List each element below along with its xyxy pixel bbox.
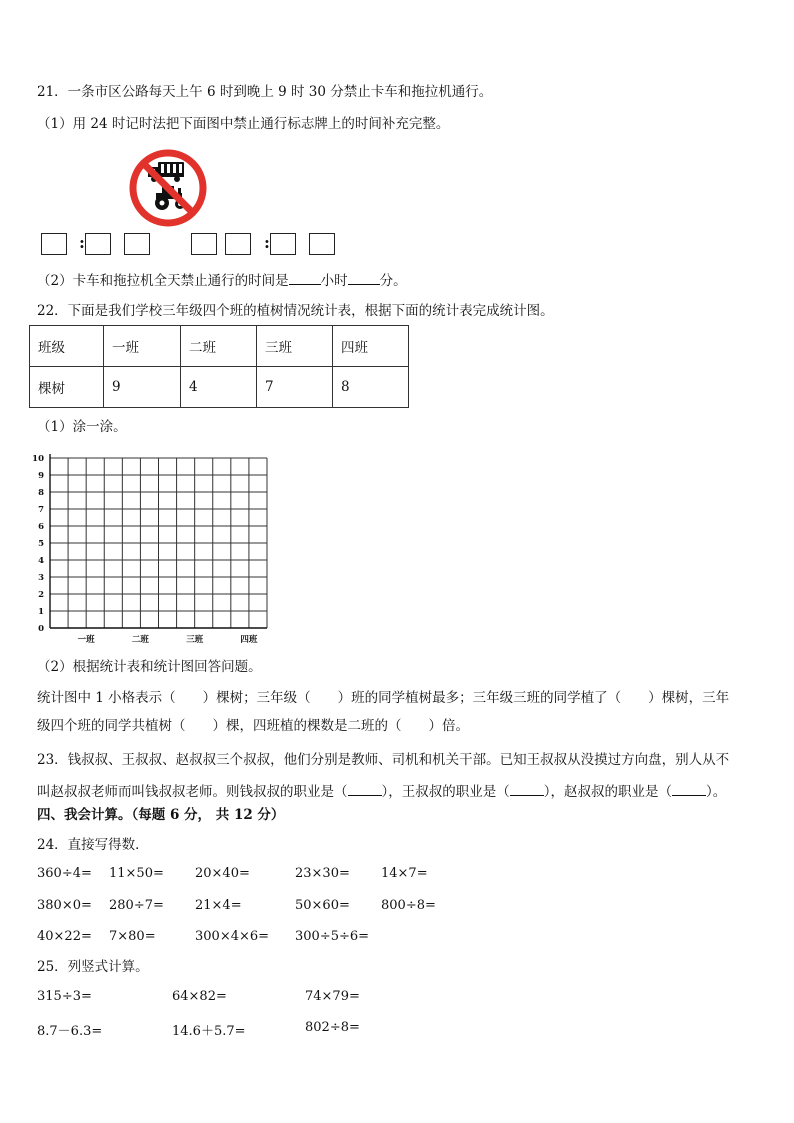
planting-stats-table	[29, 325, 409, 408]
hour-box-1[interactable]	[41, 233, 67, 255]
calc-problem: 23×30=	[295, 866, 350, 881]
table-cell: 棵树	[30, 367, 104, 408]
table-cell: 二班	[181, 326, 257, 367]
calc-problem: 14×7=	[381, 866, 428, 881]
vertical-calc-problem: 802÷8=	[305, 1020, 360, 1035]
table-cell: 一班	[104, 326, 181, 367]
calc-problem: 40×22=	[37, 929, 92, 944]
minute-box-4[interactable]	[309, 233, 335, 255]
calc-problem: 360÷4=	[37, 866, 92, 881]
table-row	[30, 367, 409, 408]
table-cell: 9	[104, 367, 181, 408]
table-header-row	[30, 326, 409, 367]
no-truck-tractor-sign-icon	[128, 148, 208, 228]
calc-problem: 7×80=	[109, 929, 156, 944]
calc-problem: 20×40=	[195, 866, 250, 881]
calc-problem: 280÷7=	[109, 898, 164, 913]
x-tick-label: 一班	[77, 635, 95, 645]
x-tick-label: 四班	[240, 635, 258, 645]
table-cell: 7	[257, 367, 333, 408]
hours-blank[interactable]	[289, 270, 321, 285]
calc-problem: 300×4×6=	[195, 929, 270, 944]
minute-box-3[interactable]	[270, 233, 296, 255]
calc-problem: 300÷5÷6=	[295, 929, 370, 944]
y-tick-label: 10	[32, 454, 44, 464]
calc-problem: 11×50=	[109, 866, 164, 881]
colon-2: :	[264, 233, 270, 252]
q22-title: 22．下面是我们学校三年级四个班的植树情况统计表，根据下面的统计表完成统计图。	[37, 303, 554, 319]
y-tick-label: 2	[38, 590, 44, 600]
vertical-calc-problem: 64×82=	[172, 989, 227, 1004]
y-tick-label: 1	[38, 607, 44, 617]
y-tick-label: 6	[38, 522, 44, 532]
q21-part2: （2）卡车和拖拉机全天禁止通行的时间是 小时 分。	[37, 270, 407, 291]
q23-line2: 叫赵叔叔老师而叫钱叔叔老师。则钱叔叔的职业是（ ），王叔叔的职业是（ ），赵叔叔的职业是（ ）。	[37, 781, 726, 802]
y-tick-label: 5	[38, 539, 44, 549]
bar-chart-grid[interactable]	[30, 450, 275, 648]
zhao-job-blank[interactable]	[672, 781, 706, 796]
hour-box-4[interactable]	[225, 233, 251, 255]
colon-1: :	[79, 233, 85, 252]
minute-box-1[interactable]	[85, 233, 111, 255]
section4-title: 四、我会计算。（每题 6 分， 共 12 分）	[37, 807, 285, 823]
x-tick-label: 二班	[131, 635, 149, 645]
minute-box-2[interactable]	[124, 233, 150, 255]
calc-problem: 380×0=	[37, 898, 92, 913]
qian-job-blank[interactable]	[348, 781, 382, 796]
vertical-calc-problem: 315÷3=	[37, 989, 92, 1004]
q23-line1: 23．钱叔叔、王叔叔、赵叔叔三个叔叔，他们分别是教师、司机和机关干部。已知王叔叔从没摸过方向盘，别人从不	[37, 752, 730, 768]
wang-job-blank[interactable]	[510, 781, 544, 796]
calc-problem: 800÷8=	[381, 898, 436, 913]
y-tick-label: 4	[38, 556, 44, 566]
q25-title: 25．列竖式计算。	[37, 959, 149, 975]
vertical-calc-problem: 74×79=	[305, 989, 360, 1004]
minutes-blank[interactable]	[348, 270, 380, 285]
x-tick-label: 三班	[186, 635, 204, 645]
y-tick-label: 7	[38, 505, 44, 515]
table-cell: 8	[333, 367, 409, 408]
q22-part1: （1）涂一涂。	[37, 419, 127, 435]
q21-part1: （1）用 24 时记时法把下面图中禁止通行标志牌上的时间补充完整。	[37, 116, 450, 132]
calc-problem: 21×4=	[195, 898, 242, 913]
table-cell: 四班	[333, 326, 409, 367]
y-tick-label: 0	[38, 624, 44, 634]
q22-part2: （2）根据统计表和统计图回答问题。	[37, 659, 262, 675]
q21-title: 21．一条市区公路每天上午 6 时到晚上 9 时 30 分禁止卡车和拖拉机通行。	[37, 84, 493, 100]
vertical-calc-problem: 14.6＋5.7=	[172, 1024, 246, 1039]
q22-text-line2: 级四个班的同学共植树（ ）棵，四班植的棵数是二班的（ ）倍。	[37, 718, 469, 734]
y-tick-label: 9	[38, 471, 44, 481]
table-cell: 班级	[30, 326, 104, 367]
vertical-calc-problem: 8.7－6.3=	[37, 1024, 103, 1039]
hour-box-3[interactable]	[191, 233, 217, 255]
calc-problem: 50×60=	[295, 898, 350, 913]
table-cell: 三班	[257, 326, 333, 367]
q24-title: 24．直接写得数．	[37, 837, 149, 853]
q22-text-line1: 统计图中 1 小格表示（ ）棵树；三年级（ ）班的同学植树最多；三年级三班的同学植了（ ）棵树，三年	[37, 690, 730, 706]
table-cell: 4	[181, 367, 257, 408]
y-tick-label: 8	[38, 488, 44, 498]
y-tick-label: 3	[38, 573, 44, 583]
